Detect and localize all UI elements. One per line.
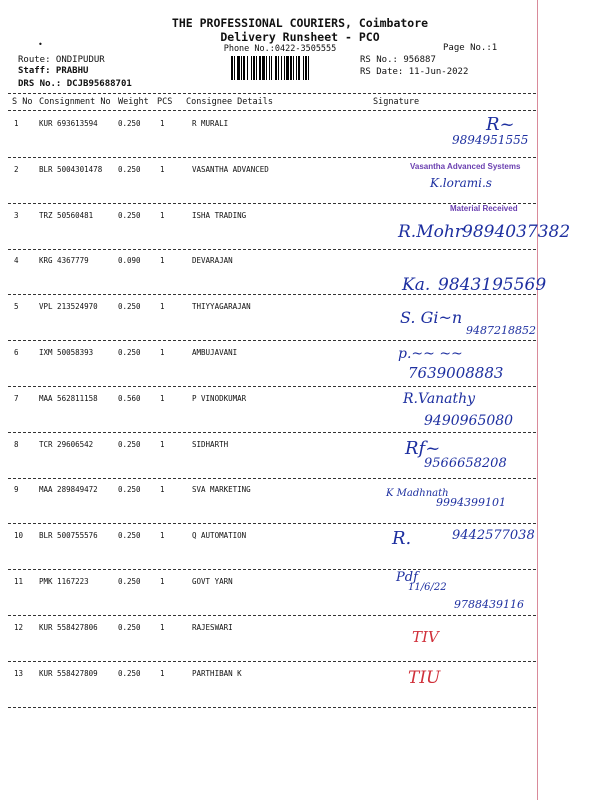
- cell-weight: 0.250: [118, 348, 141, 357]
- route: Route: ONDIPUDUR: [18, 55, 105, 65]
- stamp-1: Vasantha Advanced Systems: [410, 162, 521, 171]
- signature-4-name: Ka.: [402, 275, 431, 295]
- signature-5-scribble: S. Gi~n: [400, 308, 463, 327]
- stray-mark: •: [38, 40, 43, 49]
- table-row: [0, 478, 600, 524]
- table-row: [0, 616, 600, 662]
- cell-consignment: VPL 213524970: [39, 302, 98, 311]
- staff: Staff: PRABHU: [18, 66, 89, 76]
- cell-consignee: GOVT YARN: [192, 577, 233, 586]
- cell-consignee: THIYYAGARAJAN: [192, 302, 251, 311]
- signature-10-name: R.: [392, 528, 412, 549]
- signature-11-number: 9788439116: [454, 598, 524, 611]
- col-pcs: PCS: [157, 97, 173, 107]
- signature-7-number: 9490965080: [424, 413, 514, 429]
- signature-1-number: 9894951555: [452, 133, 529, 147]
- page-number: Page No.:1: [443, 43, 498, 53]
- cell-consignee: ISHA TRADING: [192, 211, 247, 220]
- cell-sno: 10: [14, 531, 24, 540]
- cell-weight: 0.560: [118, 394, 141, 403]
- cell-weight: 0.250: [118, 531, 141, 540]
- cell-pcs: 1: [160, 531, 165, 540]
- cell-weight: 0.250: [118, 211, 141, 220]
- cell-consignment: BLR 500755576: [39, 531, 98, 540]
- signature-6-number: 7639008883: [408, 364, 504, 382]
- signature-8-number: 9566658208: [424, 456, 507, 471]
- cell-consignment: PMK 1167223: [39, 577, 89, 586]
- header-bottom-rule: [8, 110, 536, 111]
- barcode: [231, 56, 355, 80]
- signature-3-name: R.Mohr: [398, 222, 463, 242]
- cell-consignee: P VINODKUMAR: [192, 394, 247, 403]
- cell-consignment: MAA 562811158: [39, 394, 98, 403]
- cell-weight: 0.250: [118, 119, 141, 128]
- cell-consignment: TCR 29606542: [39, 440, 94, 449]
- mark-12: TIV: [412, 628, 439, 646]
- signature-11-date: 11/6/22: [408, 582, 447, 593]
- cell-consignment: BLR 5004301478: [39, 165, 103, 174]
- cell-consignee: SIDHARTH: [192, 440, 229, 449]
- cell-sno: 7: [14, 394, 19, 403]
- cell-pcs: 1: [160, 256, 165, 265]
- cell-pcs: 1: [160, 119, 165, 128]
- barcode-bar: [309, 56, 311, 80]
- cell-pcs: 1: [160, 348, 165, 357]
- cell-sno: 2: [14, 165, 19, 174]
- cell-weight: 0.250: [118, 440, 141, 449]
- cell-weight: 0.250: [118, 623, 141, 632]
- col-consignee: Consignee Details: [186, 97, 273, 107]
- cell-sno: 13: [14, 669, 24, 678]
- row-rule: [8, 707, 536, 708]
- cell-weight: 0.090: [118, 256, 141, 265]
- col-weight: Weight: [118, 97, 149, 107]
- cell-consignee: PARTHIBAN K: [192, 669, 242, 678]
- signature-11-scribble: Pdf: [396, 570, 418, 585]
- col-signature: Signature: [373, 97, 420, 107]
- signature-8-scribble: Rf~: [405, 438, 441, 459]
- cell-consignee: VASANTHA ADVANCED: [192, 165, 269, 174]
- table-row: [0, 341, 600, 387]
- header-top-rule: [8, 93, 536, 94]
- cell-pcs: 1: [160, 623, 165, 632]
- company-title: THE PROFESSIONAL COURIERS, Coimbatore: [171, 16, 429, 30]
- cell-sno: 1: [14, 119, 19, 128]
- cell-sno: 6: [14, 348, 19, 357]
- cell-consignee: DEVARAJAN: [192, 256, 233, 265]
- signature-2-scribble: K.lorami.s: [430, 176, 492, 190]
- cell-consignment: IXM 50058393: [39, 348, 94, 357]
- cell-consignment: KRG 4367779: [39, 256, 89, 265]
- cell-consignment: KUR 693613594: [39, 119, 98, 128]
- cell-pcs: 1: [160, 394, 165, 403]
- signature-9-name: K Madhnath: [386, 488, 449, 499]
- phone-number: Phone No.:0422-3505555: [223, 44, 337, 54]
- table-row: [0, 662, 600, 708]
- cell-consignee: R MURALI: [192, 119, 229, 128]
- sheet-title: Delivery Runsheet - PCO: [220, 30, 380, 44]
- cell-weight: 0.250: [118, 577, 141, 586]
- signature-9-number: 9994399101: [436, 496, 506, 509]
- cell-consignment: TRZ 50560481: [39, 211, 94, 220]
- cell-consignment: KUR 558427806: [39, 623, 98, 632]
- signature-5-number: 9487218852: [466, 324, 536, 337]
- table-row: [0, 433, 600, 479]
- cell-weight: 0.250: [118, 669, 141, 678]
- cell-pcs: 1: [160, 485, 165, 494]
- rs-date: RS Date: 11-Jun-2022: [360, 67, 469, 77]
- cell-sno: 5: [14, 302, 19, 311]
- cell-pcs: 1: [160, 165, 165, 174]
- cell-weight: 0.250: [118, 485, 141, 494]
- cell-sno: 9: [14, 485, 19, 494]
- cell-pcs: 1: [160, 577, 165, 586]
- cell-consignee: RAJESWARI: [192, 623, 233, 632]
- signature-6-scribble: p.~~ ~~: [398, 346, 463, 362]
- cell-weight: 0.250: [118, 165, 141, 174]
- cell-sno: 12: [14, 623, 24, 632]
- signature-3-number: 9894037382: [462, 222, 571, 242]
- cell-sno: 4: [14, 256, 19, 265]
- cell-sno: 3: [14, 211, 19, 220]
- cell-consignment: MAA 289849472: [39, 485, 98, 494]
- mark-13: TIU: [408, 668, 441, 688]
- cell-consignment: KUR 558427809: [39, 669, 98, 678]
- col-consignment: Consignment No: [39, 97, 111, 107]
- cell-consignee: SVA MARKETING: [192, 485, 251, 494]
- rs-number: RS No.: 956887: [360, 55, 436, 65]
- cell-sno: 8: [14, 440, 19, 449]
- stamp-2: Material Received: [450, 204, 518, 213]
- cell-weight: 0.250: [118, 302, 141, 311]
- drs-number: DRS No.: DCJB95688701: [18, 79, 132, 89]
- signature-7-name: R.Vanathy: [403, 391, 476, 407]
- cell-pcs: 1: [160, 211, 165, 220]
- cell-pcs: 1: [160, 440, 165, 449]
- col-sno: S No: [12, 97, 33, 107]
- signature-1-scribble: R~: [486, 114, 515, 135]
- cell-pcs: 1: [160, 302, 165, 311]
- cell-consignee: AMBUJAVANI: [192, 348, 238, 357]
- signature-4-number: 9843195569: [438, 275, 547, 295]
- cell-pcs: 1: [160, 669, 165, 678]
- cell-consignee: Q AUTOMATION: [192, 531, 247, 540]
- cell-sno: 11: [14, 577, 24, 586]
- signature-10-number: 9442577038: [452, 528, 535, 543]
